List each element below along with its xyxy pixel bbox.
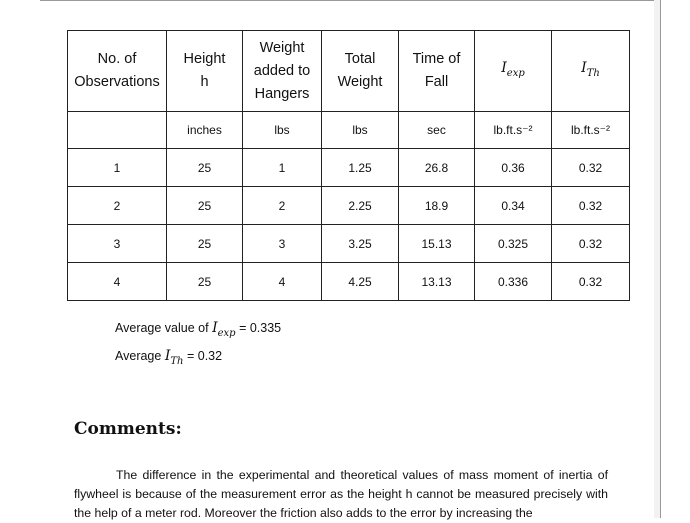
table-row: [68, 263, 630, 301]
table-cell: 26.8: [399, 149, 475, 187]
table-row: [68, 149, 630, 187]
table-cell: 25: [167, 263, 243, 301]
table-cell: 2: [68, 187, 167, 225]
table-cell: 0.325: [475, 225, 552, 263]
table-cell: 0.34: [475, 187, 552, 225]
table-cell: 2.25: [322, 187, 399, 225]
table-cell: 1: [243, 149, 322, 187]
table-cell: 15.13: [399, 225, 475, 263]
table-cell: 3: [243, 225, 322, 263]
header-i-th: $I_{Th}$: [552, 31, 630, 112]
header-i-exp: $I_{exp}$: [475, 31, 552, 112]
header-observations: No. of Observations: [68, 31, 167, 112]
observations-table: [67, 30, 630, 301]
table-header-row: [68, 31, 630, 112]
table-cell: 1: [68, 149, 167, 187]
header-height: Height h: [167, 31, 243, 112]
averages-block: [115, 317, 281, 373]
table-cell: 1.25: [322, 149, 399, 187]
unit-cell: [68, 112, 167, 149]
i-th-symbol: $I_{Th}$: [164, 347, 184, 367]
table-units-row: [68, 112, 630, 149]
table-row: [68, 225, 630, 263]
table-cell: 0.32: [552, 225, 630, 263]
i-exp-symbol: $I_{exp}$: [212, 320, 236, 339]
table-cell: 4: [68, 263, 167, 301]
table-cell: 0.32: [552, 263, 630, 301]
table-cell: 4.25: [322, 263, 399, 301]
average-i-exp: Average value of $I_{exp} = 0.335$: [115, 320, 282, 339]
table-cell: 4: [243, 263, 322, 301]
table-cell: 25: [167, 187, 243, 225]
table-cell: 25: [167, 225, 243, 263]
table-cell: 3.25: [322, 225, 399, 263]
header-time-of-fall: Time of Fall: [399, 31, 475, 112]
unit-cell: lbs: [243, 112, 322, 149]
table-cell: 13.13: [399, 263, 475, 301]
page-edge-right: [660, 0, 661, 518]
table-cell: 0.36: [475, 149, 552, 187]
page-edge: [40, 0, 660, 1]
comments-body: [74, 466, 608, 523]
table-cell: 0.32: [552, 187, 630, 225]
unit-cell: lb.ft.s⁻²: [552, 112, 630, 149]
table-row: [68, 187, 630, 225]
table-cell: 18.9: [399, 187, 475, 225]
unit-cell: inches: [167, 112, 243, 149]
table-cell: 3: [68, 225, 167, 263]
comments-heading: Comments:: [74, 419, 182, 439]
unit-cell: sec: [399, 112, 475, 149]
table-cell: 0.32: [552, 149, 630, 187]
comments-paragraph: The difference in the experimental and theoretical values of mass moment of inertia of flywheel is because of the measurement error as the height h cannot be measured precisely with the help of a meter rod. Moreover the friction also adds to the error by increasing the: [74, 468, 608, 520]
table-cell: 2: [243, 187, 322, 225]
table-cell: 0.336: [475, 263, 552, 301]
average-i-th: Average $I_{Th} = 0.32$: [115, 347, 223, 367]
header-weight-added: Weight added to Hangers: [243, 31, 322, 112]
table-cell: 25: [167, 149, 243, 187]
unit-cell: lb.ft.s⁻²: [475, 112, 552, 149]
unit-cell: lbs: [322, 112, 399, 149]
header-total-weight: Total Weight: [322, 31, 399, 112]
